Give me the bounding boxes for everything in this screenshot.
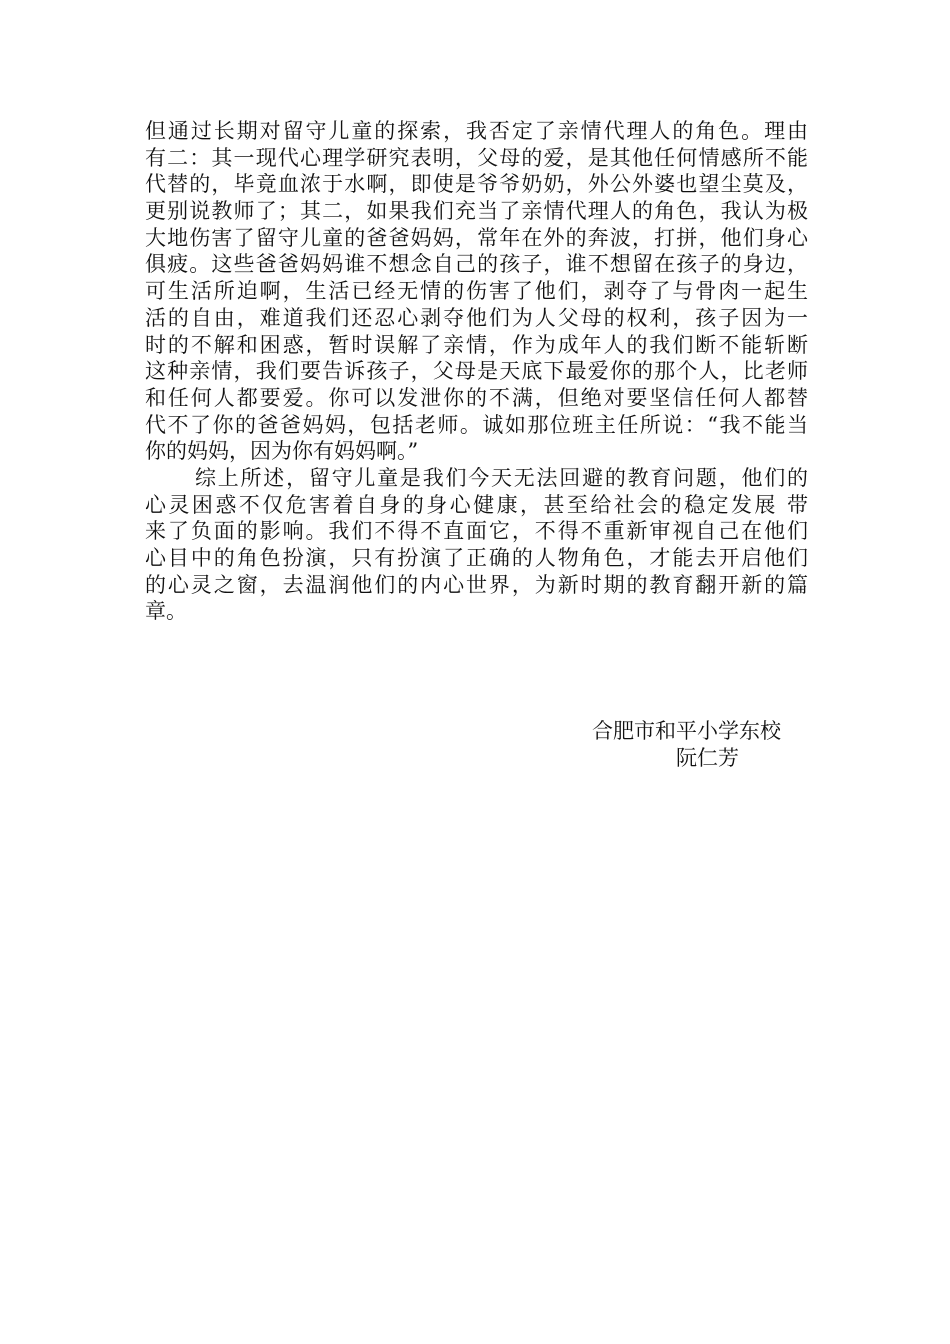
paragraph-1: [145, 118, 808, 465]
text-line: 大地伤害了留守儿童的爸爸妈妈，常年在外的奔波，打拼，他们身心: [145, 225, 808, 250]
text-line: 可生活所迫啊，生活已经无情的伤害了他们，剥夺了与骨肉一起生: [145, 279, 808, 304]
signature-block: [592, 718, 852, 772]
text-line: 代替的，毕竟血浓于水啊，即使是爷爷奶奶，外公外婆也望尘莫及，: [145, 172, 808, 197]
author-name: 阮仁芳: [676, 746, 739, 770]
text-line: 时的不解和困惑，暂时误解了亲情，作为成年人的我们断不能斩断: [145, 332, 808, 357]
text-line: 有二：其一现代心理学研究表明，父母的爱，是其他任何情感所不能: [145, 145, 808, 170]
text-line: 活的自由，难道我们还忍心剥夺他们为人父母的权利，孩子因为一: [145, 305, 808, 330]
text-line: 综上所述，留守儿童是我们今天无法回避的教育问题，他们的: [195, 465, 808, 490]
text-line: 心灵困惑不仅危害着自身的身心健康，甚至给社会的稳定发展 带: [145, 492, 808, 517]
school-name: 合肥市和平小学东校: [592, 719, 781, 743]
text-line: 章。: [145, 599, 187, 624]
document-body: [145, 118, 808, 625]
paragraph-2: [145, 465, 808, 625]
text-line: 这种亲情，我们要告诉孩子，父母是天底下最爱你的那个人，比老师: [145, 359, 808, 384]
text-line: 但通过长期对留守儿童的探索，我否定了亲情代理人的角色。理由: [145, 119, 808, 143]
text-line: 更别说教师了；其二，如果我们充当了亲情代理人的角色，我认为极: [145, 199, 808, 224]
text-line: 心目中的角色扮演，只有扮演了正确的人物角色，才能去开启他们: [145, 546, 808, 570]
text-line: 代不了你的爸爸妈妈，包括老师。诚如那位班主任所说：“我不能当: [145, 412, 808, 437]
text-line: 的心灵之窗，去温润他们的内心世界，为新时期的教育翻开新的篇: [145, 572, 808, 597]
text-line: 和任何人都要爱。你可以发泄你的不满，但绝对要坚信任何人都替: [145, 385, 808, 410]
text-line: 你的妈妈，因为你有妈妈啊。”: [145, 439, 419, 464]
text-line: 俱疲。这些爸爸妈妈谁不想念自己的孩子，谁不想留在孩子的身边，: [145, 252, 808, 277]
text-line: 来了负面的影响。我们不得不直面它，不得不重新审视自己在他们: [145, 519, 808, 544]
